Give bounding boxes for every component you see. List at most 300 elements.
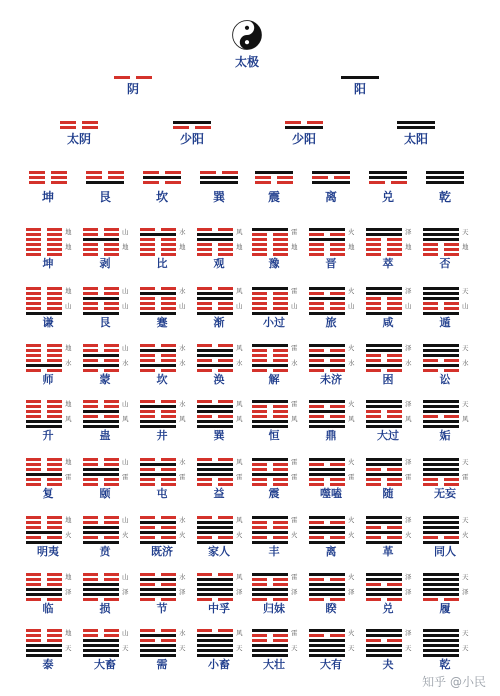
lower-trigram-label: 泽 <box>348 588 355 596</box>
hexagram-yang-line <box>309 468 345 471</box>
hexagram-yin-line <box>330 307 345 310</box>
hexagram-yang-line <box>423 344 459 347</box>
hexagram-yin-line <box>140 248 155 251</box>
hexagram-yin-line <box>104 463 119 466</box>
upper-trigram-label: 地 <box>65 400 72 408</box>
hexagram-yin-line <box>161 516 176 519</box>
hexagram-yang-line <box>309 541 345 544</box>
upper-trigram-label: 泽 <box>405 458 412 466</box>
hexagram-yin-line <box>273 536 288 539</box>
hexagram-name: 剥 <box>99 257 111 270</box>
hexagram-yang-line <box>423 578 459 581</box>
hexagram-yin-line <box>387 253 402 256</box>
trigram-label: 兑 <box>381 190 395 204</box>
trigram-0-yin-line <box>29 171 45 174</box>
liangyi-0-yin-line <box>136 76 152 79</box>
upper-trigram-label: 雷 <box>291 573 298 581</box>
hexagram-yin-line <box>83 521 98 524</box>
hexagram-yin-line <box>273 415 288 418</box>
hexagram-yin-line <box>140 344 155 347</box>
hexagram-yang-line <box>252 516 288 519</box>
hexagram-yin-line <box>309 359 324 362</box>
hexagram-yang-line <box>197 654 233 657</box>
lower-trigram-label: 地 <box>291 243 298 251</box>
hexagram-name: 讼 <box>439 373 451 386</box>
hexagram-yin-line <box>309 233 324 236</box>
hexagram-yin-line <box>140 478 155 481</box>
hexagram-yin-line <box>26 238 41 241</box>
hexagram-yin-line <box>140 228 155 231</box>
hexagram-yin-line <box>444 307 459 310</box>
hexagram-yang-line <box>197 473 233 476</box>
hexagram-yin-line <box>26 349 41 352</box>
hexagram-yin-line <box>252 483 267 486</box>
lower-trigram-label: 风 <box>462 415 469 423</box>
hexagram-yin-line <box>309 578 324 581</box>
hexagram-yang-line <box>83 473 119 476</box>
hexagram-yang-line <box>366 654 402 657</box>
hexagram-name: 睽 <box>325 602 337 615</box>
hexagram-yang-line <box>309 654 345 657</box>
hexagram-yin-line <box>197 253 212 256</box>
hexagram-yin-line <box>26 243 41 246</box>
hexagram-yin-line <box>273 521 288 524</box>
hexagram-yang-line <box>366 578 402 581</box>
sixiang-3-yang-line <box>397 126 435 129</box>
hexagram-yang-line <box>140 473 176 476</box>
lower-trigram-label: 水 <box>179 359 186 367</box>
hexagram-yin-line <box>218 287 233 290</box>
hexagram-yin-line <box>140 287 155 290</box>
hexagram-yin-line <box>252 526 267 529</box>
hexagram-yang-line <box>423 583 459 586</box>
hexagram-yang-line <box>366 463 402 466</box>
hexagram-yin-line <box>273 307 288 310</box>
hexagram-yang-line <box>366 593 402 596</box>
sixiang-1-yin-line <box>173 126 189 129</box>
hexagram-yin-line <box>104 483 119 486</box>
hexagram-yang-line <box>309 588 345 591</box>
hexagram-yang-line <box>140 425 176 428</box>
hexagram-yin-line <box>140 458 155 461</box>
trigram-2-yin-line <box>165 181 181 184</box>
hexagram-yin-line <box>252 292 267 295</box>
upper-trigram-label: 天 <box>462 629 469 637</box>
hexagram-yin-line <box>26 573 41 576</box>
sixiang-3-yang-line <box>397 121 435 124</box>
hexagram-name: 巽 <box>213 429 225 442</box>
hexagram-yin-line <box>252 478 267 481</box>
hexagram-yang-line <box>309 531 345 534</box>
hexagram-yin-line <box>218 536 233 539</box>
hexagram-yin-line <box>26 516 41 519</box>
hexagram-yin-line <box>83 349 98 352</box>
upper-trigram-label: 水 <box>179 573 186 581</box>
hexagram-yin-line <box>161 307 176 310</box>
hexagram-yin-line <box>26 458 41 461</box>
hexagram-yin-line <box>83 516 98 519</box>
hexagram-yin-line <box>366 526 381 529</box>
hexagram-yin-line <box>330 521 345 524</box>
hexagram-yang-line <box>252 593 288 596</box>
hexagram-yin-line <box>366 297 381 300</box>
hexagram-yin-line <box>252 302 267 305</box>
hexagram-yang-line <box>197 420 233 423</box>
trigram-5-yang-line <box>312 181 350 184</box>
hexagram-name: 乾 <box>439 658 451 671</box>
hexagram-yang-line <box>197 644 233 647</box>
sixiang-0-yin-line <box>60 121 76 124</box>
lower-trigram-label: 水 <box>65 359 72 367</box>
hexagram-yin-line <box>273 238 288 241</box>
hexagram-yin-line <box>252 639 267 642</box>
hexagram-yin-line <box>47 354 62 357</box>
hexagram-yang-line <box>197 578 233 581</box>
upper-trigram-label: 天 <box>462 287 469 295</box>
hexagram-yin-line <box>47 400 62 403</box>
hexagram-yin-line <box>26 483 41 486</box>
upper-trigram-label: 雷 <box>291 629 298 637</box>
hexagram-yang-line <box>309 458 345 461</box>
hexagram-yin-line <box>366 369 381 372</box>
hexagram-yang-line <box>309 228 345 231</box>
hexagram-yang-line <box>252 654 288 657</box>
hexagram-yin-line <box>330 253 345 256</box>
hexagram-name: 噬嗑 <box>320 487 342 500</box>
hexagram-yin-line <box>104 536 119 539</box>
hexagram-yin-line <box>140 629 155 632</box>
hexagram-yang-line <box>423 228 459 231</box>
sixiang-0-yin-line <box>82 121 98 124</box>
hexagram-yin-line <box>83 478 98 481</box>
hexagram-yang-line <box>26 531 62 534</box>
hexagram-yin-line <box>26 253 41 256</box>
upper-trigram-label: 火 <box>348 629 355 637</box>
hexagram-yang-line <box>366 364 402 367</box>
hexagram-yin-line <box>26 478 41 481</box>
hexagram-yang-line <box>197 425 233 428</box>
upper-trigram-label: 水 <box>179 287 186 295</box>
hexagram-yin-line <box>218 228 233 231</box>
hexagram-yang-line <box>366 344 402 347</box>
hexagram-yin-line <box>366 483 381 486</box>
lower-trigram-label: 风 <box>236 415 243 423</box>
liangyi-label: 阳 <box>353 82 367 96</box>
hexagram-yin-line <box>309 415 324 418</box>
hexagram-yin-line <box>273 410 288 413</box>
trigram-3-yang-line <box>200 181 238 184</box>
hexagram-yin-line <box>252 578 267 581</box>
hexagram-yin-line <box>47 578 62 581</box>
hexagram-yin-line <box>330 536 345 539</box>
hexagram-yin-line <box>83 292 98 295</box>
hexagram-yin-line <box>218 598 233 601</box>
hexagram-yin-line <box>273 297 288 300</box>
lower-trigram-label: 火 <box>405 531 412 539</box>
lower-trigram-label: 雷 <box>462 473 469 481</box>
hexagram-yin-line <box>26 302 41 305</box>
hexagram-yin-line <box>218 369 233 372</box>
hexagram-yin-line <box>330 463 345 466</box>
upper-trigram-label: 火 <box>348 287 355 295</box>
hexagram-yin-line <box>83 243 98 246</box>
hexagram-yang-line <box>197 526 233 529</box>
hexagram-yang-line <box>309 354 345 357</box>
trigram-label: 巽 <box>212 190 226 204</box>
upper-trigram-label: 雷 <box>291 458 298 466</box>
hexagram-yin-line <box>26 405 41 408</box>
hexagram-yin-line <box>366 468 381 471</box>
hexagram-yang-line <box>423 410 459 413</box>
hexagram-yin-line <box>47 516 62 519</box>
hexagram-yin-line <box>218 458 233 461</box>
upper-trigram-label: 水 <box>179 516 186 524</box>
hexagram-yin-line <box>330 578 345 581</box>
hexagram-yin-line <box>47 369 62 372</box>
hexagram-yang-line <box>366 420 402 423</box>
hexagram-yin-line <box>273 478 288 481</box>
hexagram-yin-line <box>218 344 233 347</box>
hexagram-yin-line <box>83 405 98 408</box>
hexagram-yang-line <box>140 531 176 534</box>
hexagram-yin-line <box>47 521 62 524</box>
hexagram-yin-line <box>104 521 119 524</box>
hexagram-yin-line <box>47 634 62 637</box>
hexagram-yin-line <box>161 526 176 529</box>
hexagram-yang-line <box>423 634 459 637</box>
hexagram-yin-line <box>444 415 459 418</box>
lower-trigram-label: 水 <box>291 359 298 367</box>
hexagram-yin-line <box>330 349 345 352</box>
hexagram-yin-line <box>104 349 119 352</box>
hexagram-yin-line <box>26 463 41 466</box>
taiji-label: 太极 <box>234 55 260 69</box>
hexagram-yang-line <box>252 588 288 591</box>
hexagram-name: 贲 <box>99 545 111 558</box>
upper-trigram-label: 风 <box>236 458 243 466</box>
hexagram-yang-line <box>252 473 288 476</box>
hexagram-yang-line <box>140 364 176 367</box>
hexagram-yin-line <box>83 598 98 601</box>
hexagram-yin-line <box>218 248 233 251</box>
lower-trigram-label: 风 <box>348 415 355 423</box>
upper-trigram-label: 地 <box>65 287 72 295</box>
hexagram-yang-line <box>366 400 402 403</box>
lower-trigram-label: 山 <box>236 302 243 310</box>
hexagram-yang-line <box>366 287 402 290</box>
hexagram-name: 升 <box>42 429 54 442</box>
hexagram-name: 蒙 <box>99 373 111 386</box>
hexagram-yang-line <box>423 297 459 300</box>
hexagram-yin-line <box>161 297 176 300</box>
hexagram-name: 家人 <box>208 545 230 558</box>
hexagram-yin-line <box>47 573 62 576</box>
hexagram-yin-line <box>423 598 438 601</box>
hexagram-yin-line <box>252 369 267 372</box>
hexagram-yang-line <box>197 541 233 544</box>
upper-trigram-label: 天 <box>462 344 469 352</box>
hexagram-name: 损 <box>99 602 111 615</box>
upper-trigram-label: 水 <box>179 629 186 637</box>
hexagram-yin-line <box>423 483 438 486</box>
hexagram-yang-line <box>140 463 176 466</box>
hexagram-yin-line <box>309 243 324 246</box>
hexagram-yin-line <box>47 233 62 236</box>
hexagram-name: 蛊 <box>99 429 111 442</box>
hexagram-yang-line <box>309 639 345 642</box>
hexagram-yin-line <box>309 521 324 524</box>
hexagram-yin-line <box>26 354 41 357</box>
lower-trigram-label: 泽 <box>405 588 412 596</box>
hexagram-name: 井 <box>156 429 168 442</box>
hexagram-yin-line <box>140 369 155 372</box>
trigram-0-yin-line <box>51 176 67 179</box>
hexagram-yang-line <box>309 420 345 423</box>
lower-trigram-label: 地 <box>179 243 186 251</box>
hexagram-yin-line <box>387 526 402 529</box>
hexagram-yang-line <box>140 420 176 423</box>
hexagram-yin-line <box>218 307 233 310</box>
hexagram-name: 需 <box>156 658 168 671</box>
hexagram-yang-line <box>423 287 459 290</box>
hexagram-yang-line <box>309 344 345 347</box>
hexagram-yang-line <box>423 593 459 596</box>
hexagram-yang-line <box>140 578 176 581</box>
hexagram-yin-line <box>47 349 62 352</box>
hexagram-yang-line <box>366 425 402 428</box>
hexagram-yang-line <box>197 588 233 591</box>
hexagram-yang-line <box>309 526 345 529</box>
hexagram-name: 豫 <box>268 257 280 270</box>
hexagram-yin-line <box>140 297 155 300</box>
trigram-6-yang-line <box>369 176 407 179</box>
hexagram-yin-line <box>252 248 267 251</box>
hexagram-yang-line <box>197 583 233 586</box>
hexagram-yin-line <box>47 536 62 539</box>
hexagram-name: 小过 <box>263 316 285 329</box>
hexagram-yin-line <box>330 302 345 305</box>
trigram-1-yang-line <box>86 181 124 184</box>
hexagram-yin-line <box>104 292 119 295</box>
hexagram-yin-line <box>366 598 381 601</box>
hexagram-yin-line <box>387 639 402 642</box>
lower-trigram-label: 天 <box>405 644 412 652</box>
hexagram-yin-line <box>330 415 345 418</box>
hexagram-yin-line <box>309 598 324 601</box>
hexagram-yin-line <box>161 458 176 461</box>
hexagram-yin-line <box>104 578 119 581</box>
hexagram-yang-line <box>423 425 459 428</box>
hexagram-yang-line <box>140 349 176 352</box>
hexagram-name: 随 <box>382 487 394 500</box>
hexagram-yang-line <box>423 354 459 357</box>
lower-trigram-label: 火 <box>65 531 72 539</box>
hexagram-yin-line <box>309 634 324 637</box>
hexagram-yin-line <box>309 478 324 481</box>
hexagram-yin-line <box>197 228 212 231</box>
hexagram-yin-line <box>47 598 62 601</box>
trigram-label: 离 <box>324 190 338 204</box>
hexagram-name: 比 <box>156 257 168 270</box>
hexagram-yang-line <box>423 292 459 295</box>
upper-trigram-label: 天 <box>462 458 469 466</box>
trigram-0-yin-line <box>29 176 45 179</box>
hexagram-yang-line <box>423 238 459 241</box>
trigram-4-yin-line <box>277 181 293 184</box>
hexagram-yin-line <box>140 573 155 576</box>
hexagram-yin-line <box>309 463 324 466</box>
upper-trigram-label: 山 <box>122 400 129 408</box>
hexagram-yin-line <box>218 573 233 576</box>
hexagram-yin-line <box>47 359 62 362</box>
upper-trigram-label: 地 <box>65 458 72 466</box>
hexagram-yin-line <box>252 583 267 586</box>
hexagram-yin-line <box>444 359 459 362</box>
hexagram-yin-line <box>104 243 119 246</box>
hexagram-yin-line <box>252 307 267 310</box>
hexagram-name: 节 <box>156 602 168 615</box>
hexagram-yang-line <box>252 420 288 423</box>
hexagram-yang-line <box>83 364 119 367</box>
sixiang-label: 太阴 <box>66 132 92 146</box>
hexagram-yang-line <box>26 541 62 544</box>
hexagram-yin-line <box>140 468 155 471</box>
hexagram-yin-line <box>387 369 402 372</box>
hexagram-yang-line <box>83 297 119 300</box>
trigram-2-yin-line <box>143 181 159 184</box>
hexagram-yin-line <box>197 344 212 347</box>
sixiang-label: 少阳 <box>291 132 317 146</box>
hexagram-yin-line <box>218 243 233 246</box>
hexagram-yin-line <box>444 536 459 539</box>
lower-trigram-label: 泽 <box>65 588 72 596</box>
lower-trigram-label: 火 <box>179 531 186 539</box>
lower-trigram-label: 天 <box>291 644 298 652</box>
hexagram-yang-line <box>366 644 402 647</box>
hexagram-yin-line <box>140 302 155 305</box>
hexagram-name: 解 <box>268 373 280 386</box>
hexagram-yang-line <box>423 541 459 544</box>
hexagram-name: 艮 <box>99 316 111 329</box>
hexagram-yin-line <box>47 292 62 295</box>
watermark: 知乎 @小民 <box>422 675 486 689</box>
hexagram-name: 无妄 <box>434 487 456 500</box>
hexagram-name: 坤 <box>42 257 54 270</box>
hexagram-yin-line <box>366 354 381 357</box>
trigram-2-yang-line <box>143 176 181 179</box>
hexagram-yin-line <box>26 233 41 236</box>
hexagram-yang-line <box>423 649 459 652</box>
hexagram-yin-line <box>47 468 62 471</box>
hexagram-yin-line <box>83 228 98 231</box>
hexagram-yang-line <box>252 644 288 647</box>
hexagram-yang-line <box>423 588 459 591</box>
hexagram-yin-line <box>140 516 155 519</box>
upper-trigram-label: 山 <box>122 573 129 581</box>
lower-trigram-label: 水 <box>236 359 243 367</box>
hexagram-yang-line <box>252 400 288 403</box>
hexagram-yang-line <box>423 531 459 534</box>
hexagram-yang-line <box>423 400 459 403</box>
hexagram-yin-line <box>26 292 41 295</box>
trigram-1-yin-line <box>108 171 124 174</box>
hexagram-yang-line <box>423 312 459 315</box>
hexagram-yin-line <box>47 463 62 466</box>
hexagram-yin-line <box>26 344 41 347</box>
hexagram-yang-line <box>366 541 402 544</box>
hexagram-yin-line <box>104 573 119 576</box>
hexagram-yin-line <box>140 536 155 539</box>
